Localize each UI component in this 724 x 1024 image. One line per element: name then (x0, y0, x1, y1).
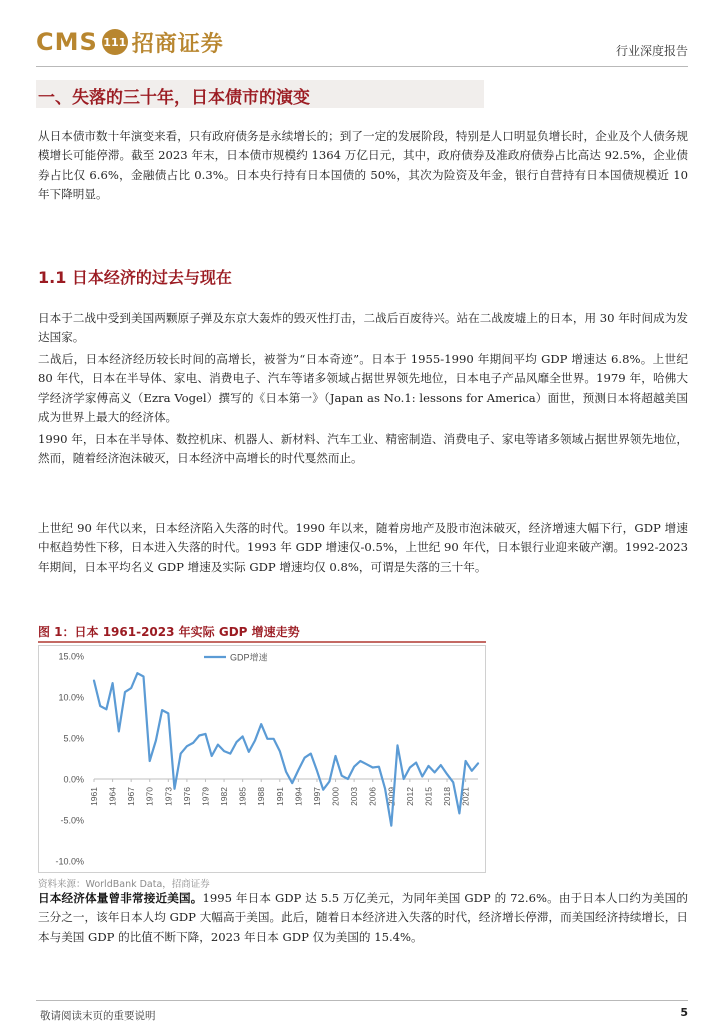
y-tick-label: 10.0% (58, 692, 84, 703)
figure-source: 资料来源：WorldBank Data，招商证券 (38, 879, 210, 890)
x-tick-label: 1985 (237, 787, 248, 806)
x-tick-label: 2015 (423, 787, 434, 806)
x-tick-label: 2006 (367, 787, 378, 806)
y-tick-label: -5.0% (60, 815, 84, 826)
x-tick-label: 1970 (144, 787, 155, 806)
x-tick-label: 1988 (256, 787, 267, 806)
cms-logo (36, 22, 224, 62)
closing-text: 1995 年日本 GDP 达 5.5 万亿美元，为同年美国 GDP 的 72.6%。由于日本人口约为美国的三分之一，该年日本人均 GDP 大幅高于美国。此后，随着日本经济进入失落的时代，经济增长停滞，而美国经济持续增长，日本与美国 GDP 的比值不断下降，2023 年日本 GDP 仅为美国的 15.4%。 (38, 891, 688, 944)
body-paragraph-1: 日本于二战中受到美国两颗原子弹及东京大轰炸的毁灭性打击，二战后百废待兴。站在二战废墟上的日本，用 30 年时间成为发达国家。 (38, 311, 688, 345)
x-tick-label: 1961 (89, 787, 99, 806)
figure-title-underline (38, 641, 486, 643)
x-tick-label: 1997 (311, 787, 322, 806)
x-tick-label: 1982 (219, 787, 230, 806)
x-tick-label: 2018 (442, 787, 453, 806)
header-divider (36, 66, 688, 67)
chart-frame (39, 646, 486, 873)
body-paragraph-4: 上世纪 90 年代以来，日本经济陷入失落的时代。1990 年以来，随着房地产及股市泡沫破灭，经济增速大幅下行，GDP 增速中枢趋势性下移，日本进入失落的时代。1993 年 GDP 增速仅-0.5%，上世纪 90 年代，日本银行业迎来破产潮。1992-2023 年期间，日本平均名义 GDP 增速及实际 GDP 增速均仅 0.8%，可谓是失落的三十年。 (38, 521, 688, 574)
report-type: 行业深度报告 (615, 44, 688, 58)
body-paragraph-3: 1990 年，日本在半导体、数控机床、机器人、新材料、汽车工业、精密制造、消费电子、家电等诸多领域占据世界领先地位，然而，随着经济泡沫破灭，日本经济中高增长的时代戛然而止。 (38, 432, 688, 466)
logo-latin: CMS (36, 28, 98, 56)
x-tick-label: 2012 (404, 787, 415, 806)
x-tick-label: 1973 (163, 787, 174, 806)
page-number: 5 (680, 1006, 688, 1019)
body-paragraph-2: 二战后，日本经济经历较长时间的高增长，被誉为“日本奇迹”。日本于 1955-1990 年期间平均 GDP 增速达 6.8%。上世纪 80 年代，日本在半导体、家电、消费电子、汽车等诸多领域占据世界领先地位，日本电子产品风靡全世界。1979 年，哈佛大学经济学家傅高义（Ezra Vogel）撰写的《日本第一》（Japan as No.1: lessons for America）面世，预测日本将超越美国成为世界上最大的经济体。 (38, 352, 688, 425)
logo-chinese: 招商证券 (131, 31, 224, 57)
y-tick-label: -10.0% (55, 856, 84, 867)
y-tick-label: 0.0% (63, 774, 84, 785)
page-header (36, 22, 688, 62)
gdp-growth-chart (38, 645, 486, 873)
x-tick-label: 1964 (107, 787, 118, 806)
section-title: 一、失落的三十年，日本债市的演变 (38, 88, 310, 108)
intro-paragraph: 从日本债市数十年演变来看，只有政府债务是永续增长的；到了一定的发展阶段，特别是人口明显负增长时，企业及个人债务规模增长可能停滞。截至 2023 年末，日本债市规模约 1364 万亿日元，其中，政府债券及准政府债券占比高达 92.5%，企业债券占比仅 6.6%，金融债占比 0.3%。日本央行持有日本国债的 50%，其次为险资及年金，银行自营持有日本国债规模近 10 年下降明显。 (38, 129, 688, 202)
footer-divider (36, 1000, 688, 1001)
legend-label: GDP增速 (230, 652, 268, 663)
x-tick-label: 2000 (330, 787, 341, 806)
x-tick-label: 2009 (386, 787, 397, 806)
subsection-title: 1.1 日本经济的过去与现在 (38, 268, 232, 287)
x-tick-label: 2003 (349, 787, 360, 806)
footer-note: 敬请阅读末页的重要说明 (40, 1010, 156, 1022)
x-tick-label: 1976 (181, 787, 192, 806)
closing-paragraph (38, 889, 688, 947)
x-tick-label: 1991 (274, 787, 285, 806)
section-title-bar (36, 80, 484, 108)
y-tick-label: 15.0% (58, 651, 84, 662)
x-tick-label: 2021 (460, 787, 471, 806)
x-tick-label: 1994 (293, 787, 304, 806)
y-tick-label: 5.0% (63, 733, 84, 744)
logo-seal-icon: 111 (102, 29, 128, 55)
closing-bold-lead: 日本经济体量曾非常接近美国。 (38, 891, 203, 905)
x-tick-label: 1979 (200, 787, 211, 806)
figure-title: 图 1：日本 1961-2023 年实际 GDP 增速走势 (38, 625, 300, 639)
x-tick-label: 1967 (126, 787, 137, 806)
